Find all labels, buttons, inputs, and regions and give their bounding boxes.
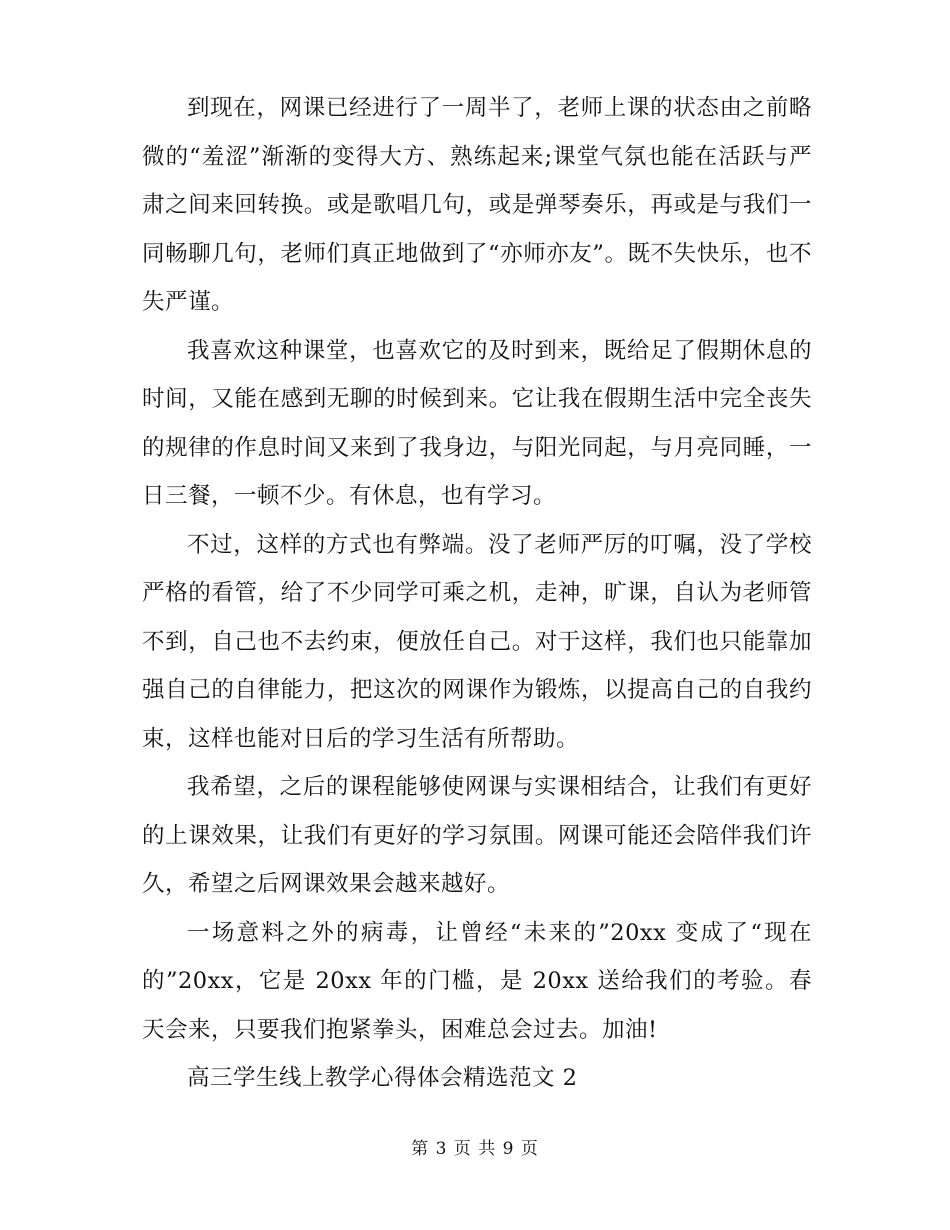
paragraph-3: 不过，这样的方式也有弊端。没了老师严厉的叮嘱，没了学校严格的看管，给了不少同学可乘之机，走神，旷课，自认为老师管不到，自己也不去约束，便放任自己。对于这样，我们也只能靠加强自己的自律能力，把这次的网课作为锻炼，以提高自己的自我约束，这样也能对日后的学习生活有所帮助。 [142,531,812,752]
paragraph-5: 一场意料之外的病毒，让曾经“未来的”20xx 变成了“现在的”20xx，它是 20xx 年的门槛，是 20xx 送给我们的考验。春天会来，只要我们抱紧拳头，困难总会过去。加油! [142,919,812,1043]
paragraph-2: 我喜欢这种课堂，也喜欢它的及时到来，既给足了假期休息的时间，又能在感到无聊的时候到来。它让我在假期生活中完全丧失的规律的作息时间又来到了我身边，与阳光同起，与月亮同睡，一日三餐，一顿不少。有休息，也有学习。 [142,337,812,509]
section-heading: 高三学生线上教学心得体会精选范文 2 [187,1065,578,1091]
paragraph-4: 我希望，之后的课程能够使网课与实课相结合，让我们有更好的上课效果，让我们有更好的学习氛围。网课可能还会陪伴我们许久，希望之后网课效果会越来越好。 [142,774,812,897]
paragraph-1: 到现在，网课已经进行了一周半了，老师上课的状态由之前略微的“羞涩”渐渐的变得大方、熟练起来;课堂气氛也能在活跃与严肃之间来回转换。或是歌唱几句，或是弹琴奏乐，再或是与我们一同畅聊几句，老师们真正地做到了“亦师亦友”。既不失快乐，也不失严谨。 [142,95,812,315]
page-number-footer: 第 3 页 共 9 页 [411,1139,539,1159]
document-body [142,84,812,1103]
